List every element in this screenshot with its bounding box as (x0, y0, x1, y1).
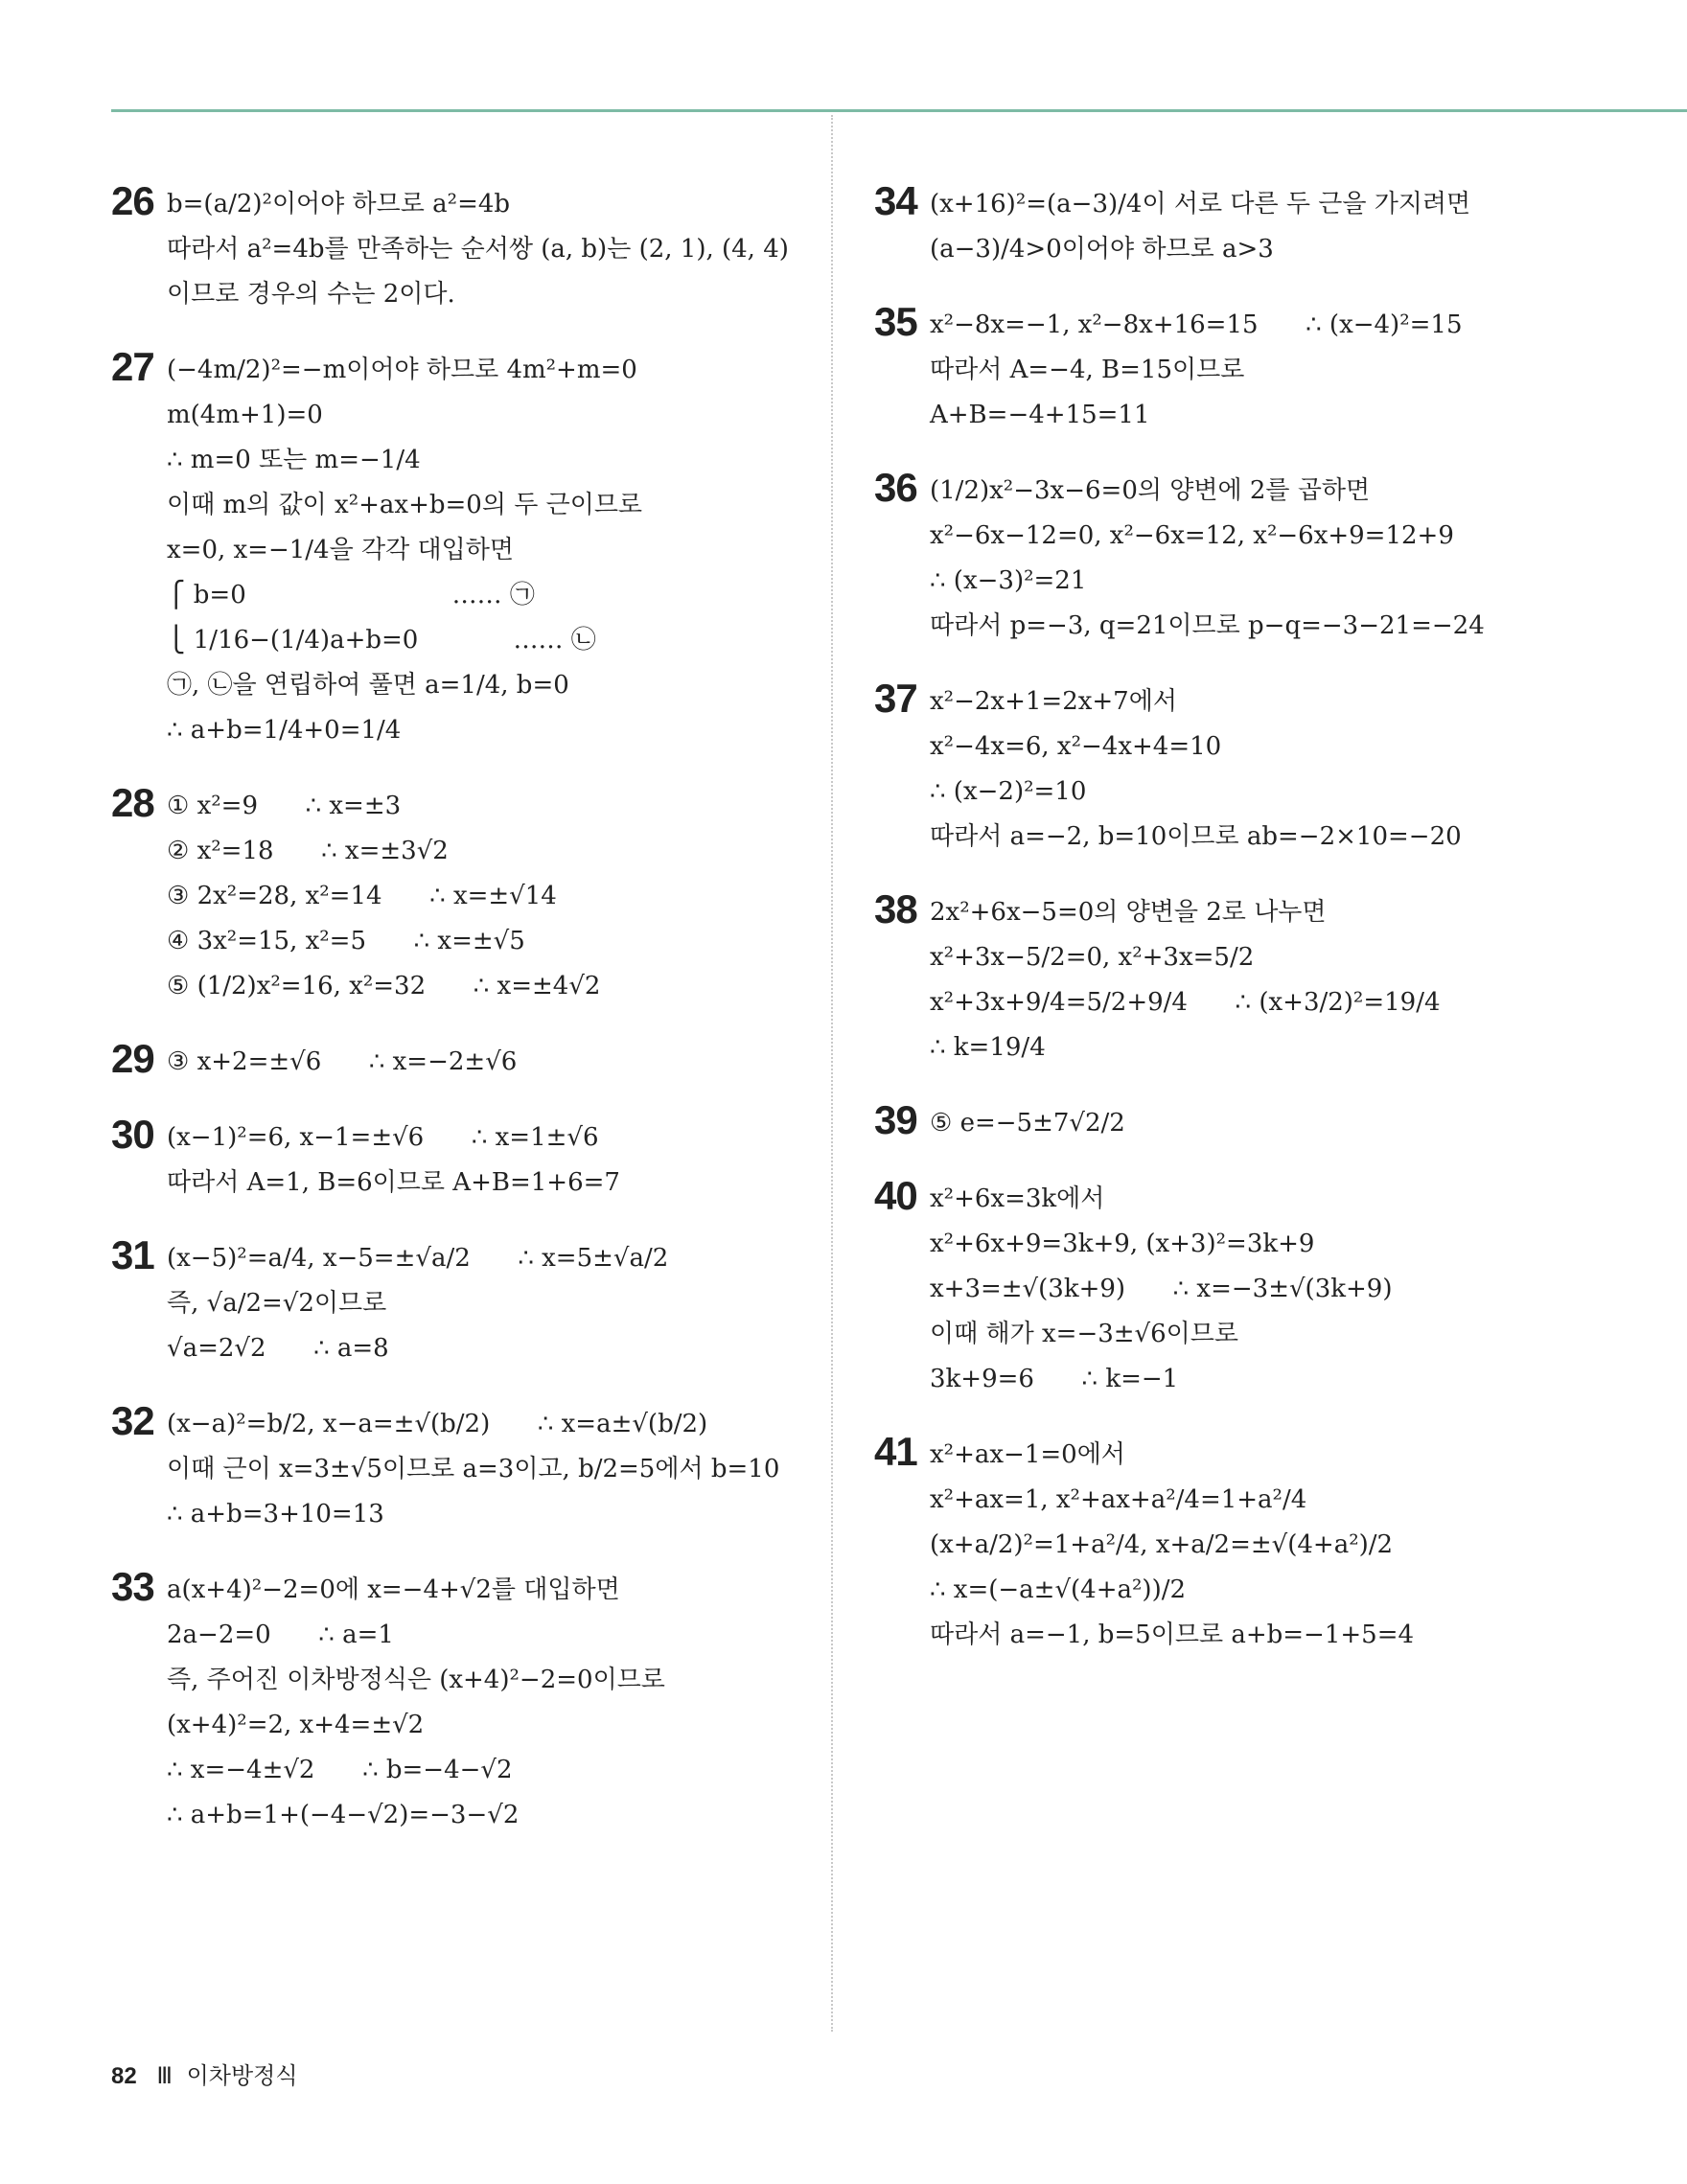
problem-41 (874, 1429, 1660, 1658)
solution-line: a(x+4)²−2=0에 x=−4+√2를 대입하면 (167, 1575, 620, 1604)
solution-line: ∴ a+b=1/4+0=1/4 (167, 716, 402, 745)
problem-28 (111, 780, 801, 1009)
solution-line: m(4m+1)=0 (167, 401, 323, 429)
unit-title: 이차방정식 (186, 2063, 298, 2089)
solution-line: ⎧ b=0 …… ㉠ (167, 581, 535, 609)
solution-line: (x+16)²=(a−3)/4이 서로 다른 두 근을 가지려면 (930, 190, 1471, 218)
page-number: 82 (111, 2063, 137, 2089)
column-divider (831, 115, 833, 2032)
solution-line: ㉠, ㉡을 연립하여 풀면 a=1/4, b=0 (167, 671, 569, 700)
problem-number: 31 (111, 1232, 154, 1277)
solution-line: x²+ax=1, x²+ax+a²/4=1+a²/4 (930, 1485, 1307, 1514)
solution-line: ∴ x=−4±√2 ∴ b=−4−√2 (167, 1756, 513, 1784)
problem-37 (874, 676, 1660, 860)
solution-line: ∴ (x−3)²=21 (930, 566, 1087, 595)
solution-line: 따라서 A=1, B=6이므로 A+B=1+6=7 (167, 1168, 620, 1197)
problem-26 (111, 178, 801, 317)
solution-line: x²+3x−5/2=0, x²+3x=5/2 (930, 943, 1255, 972)
solution-line: x²+ax−1=0에서 (930, 1440, 1125, 1469)
solution-line: 즉, √a/2=√2이므로 (167, 1289, 387, 1318)
problem-number: 39 (874, 1097, 917, 1142)
problem-34 (874, 178, 1660, 272)
solution-line: 2a−2=0 ∴ a=1 (167, 1621, 394, 1649)
solution-line: 2x²+6x−5=0의 양변을 2로 나누면 (930, 898, 1327, 927)
solution-line: ∴ m=0 또는 m=−1/4 (167, 446, 421, 474)
problem-number: 26 (111, 178, 154, 223)
problem-30 (111, 1112, 801, 1206)
problem-38 (874, 886, 1660, 1070)
problem-number: 35 (874, 299, 917, 344)
problem-number: 30 (111, 1112, 154, 1157)
solution-line: x²+6x=3k에서 (930, 1184, 1105, 1213)
solution-line: (1/2)x²−3x−6=0의 양변에 2를 곱하면 (930, 476, 1371, 505)
solution-line: 이때 근이 x=3±√5이므로 a=3이고, b/2=5에서 b=10 (167, 1455, 780, 1483)
solution-line: x²−2x+1=2x+7에서 (930, 687, 1177, 716)
solution-line: x²−8x=−1, x²−8x+16=15 ∴ (x−4)²=15 (930, 310, 1463, 339)
solution-line: ⎩ 1/16−(1/4)a+b=0 …… ㉡ (167, 626, 596, 655)
solution-line: ⑤ e=−5±7√2/2 (930, 1109, 1125, 1138)
problem-36 (874, 465, 1660, 649)
solution-line: 3k+9=6 ∴ k=−1 (930, 1365, 1179, 1393)
solution-line: (a−3)/4>0이어야 하므로 a>3 (930, 235, 1274, 264)
unit-numeral: Ⅲ (156, 2064, 173, 2089)
problem-31 (111, 1232, 801, 1371)
problem-number: 33 (111, 1564, 154, 1609)
solution-line: 이때 m의 값이 x²+ax+b=0의 두 근이므로 (167, 491, 643, 519)
problem-40 (874, 1173, 1660, 1402)
solution-line: 따라서 A=−4, B=15이므로 (930, 356, 1245, 384)
solution-line: ∴ a+b=1+(−4−√2)=−3−√2 (167, 1801, 520, 1829)
problem-27 (111, 344, 801, 753)
problem-number: 29 (111, 1036, 154, 1081)
problem-number: 41 (874, 1429, 917, 1474)
solution-line: ∴ k=19/4 (930, 1033, 1046, 1062)
solution-line: x²+6x+9=3k+9, (x+3)²=3k+9 (930, 1230, 1315, 1258)
problem-number: 34 (874, 178, 917, 223)
solution-line: x=0, x=−1/4을 각각 대입하면 (167, 536, 514, 564)
problem-number: 38 (874, 886, 917, 931)
solution-line: A+B=−4+15=11 (930, 401, 1150, 429)
problem-number: 27 (111, 344, 154, 389)
solution-line: b=(a/2)²이어야 하므로 a²=4b (167, 190, 511, 218)
problem-33 (111, 1564, 801, 1838)
solution-line: ∴ a+b=3+10=13 (167, 1500, 384, 1529)
problem-29 (111, 1036, 801, 1085)
problem-number: 28 (111, 780, 154, 825)
solution-line: (x+a/2)²=1+a²/4, x+a/2=±√(4+a²)/2 (930, 1530, 1394, 1559)
solution-line: ① x²=9 ∴ x=±3 (167, 792, 402, 820)
problem-35 (874, 299, 1660, 438)
solution-line: (x−5)²=a/4, x−5=±√a/2 ∴ x=5±√a/2 (167, 1244, 669, 1273)
solution-line: 따라서 a²=4b를 만족하는 순서쌍 (a, b)는 (2, 1), (4, 4) (167, 235, 789, 264)
problem-number: 32 (111, 1398, 154, 1443)
solution-line: √a=2√2 ∴ a=8 (167, 1334, 389, 1363)
solution-line: 따라서 a=−1, b=5이므로 a+b=−1+5=4 (930, 1621, 1415, 1649)
solution-line: (x−1)²=6, x−1=±√6 ∴ x=1±√6 (167, 1123, 599, 1152)
solution-line: 따라서 p=−3, q=21이므로 p−q=−3−21=−24 (930, 611, 1485, 640)
problem-32 (111, 1398, 801, 1537)
problem-number: 37 (874, 676, 917, 721)
solution-line: x²−4x=6, x²−4x+4=10 (930, 732, 1222, 761)
solution-line: ② x²=18 ∴ x=±3√2 (167, 837, 449, 865)
solution-line: (x+4)²=2, x+4=±√2 (167, 1711, 425, 1739)
solution-line: ③ x+2=±√6 ∴ x=−2±√6 (167, 1047, 518, 1076)
top-rule (111, 109, 1687, 112)
solution-line: 즉, 주어진 이차방정식은 (x+4)²−2=0이므로 (167, 1666, 665, 1694)
left-column (111, 178, 801, 1869)
problem-number: 40 (874, 1173, 917, 1218)
solution-line: ∴ x=(−a±√(4+a²))/2 (930, 1575, 1187, 1604)
solution-line: 이므로 경우의 수는 2이다. (167, 280, 455, 309)
solution-line: 따라서 a=−2, b=10이므로 ab=−2×10=−20 (930, 822, 1462, 851)
page-footer (111, 2057, 298, 2090)
solution-line: 이때 해가 x=−3±√6이므로 (930, 1320, 1239, 1348)
solution-line: x+3=±√(3k+9) ∴ x=−3±√(3k+9) (930, 1275, 1393, 1303)
solution-line: x²+3x+9/4=5/2+9/4 ∴ (x+3/2)²=19/4 (930, 988, 1441, 1017)
problem-number: 36 (874, 465, 917, 510)
solution-line: (−4m/2)²=−m이어야 하므로 4m²+m=0 (167, 356, 637, 384)
solution-line: ∴ (x−2)²=10 (930, 777, 1087, 806)
solution-line: ⑤ (1/2)x²=16, x²=32 ∴ x=±4√2 (167, 972, 601, 1000)
solution-line: ③ 2x²=28, x²=14 ∴ x=±√14 (167, 882, 557, 910)
right-column (874, 178, 1660, 1689)
problem-39 (874, 1097, 1660, 1146)
solution-line: x²−6x−12=0, x²−6x=12, x²−6x+9=12+9 (930, 521, 1454, 550)
solution-line: ④ 3x²=15, x²=5 ∴ x=±√5 (167, 927, 525, 955)
solution-line: (x−a)²=b/2, x−a=±√(b/2) ∴ x=a±√(b/2) (167, 1410, 708, 1438)
